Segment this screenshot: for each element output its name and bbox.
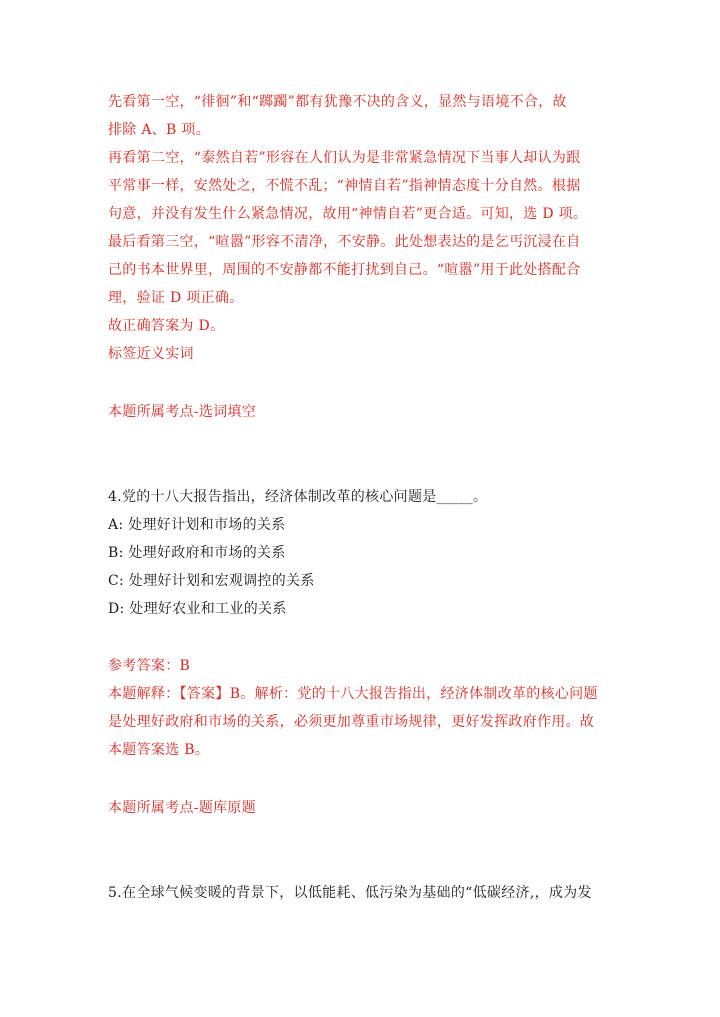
- analysis-tag-line: 标签近义实词: [108, 346, 194, 362]
- analysis-line: 理，验证 D 项正确。: [108, 290, 244, 306]
- analysis-line: 己的书本世界里，周围的不安静都不能打扰到自己。“喧嚣”用于此处搭配合: [108, 262, 581, 278]
- option-a: A: 处理好计划和市场的关系: [108, 517, 286, 533]
- explanation-line: 本题解释：【答案】B。解析：党的十八大报告指出，经济体制改革的核心问题: [108, 686, 598, 702]
- reference-answer: 参考答案：B: [108, 658, 191, 674]
- analysis-line: 再看第二空，“泰然自若”形容在人们认为是非常紧急情况下当事人却认为跟: [108, 150, 581, 166]
- analysis-line: 故正确答案为 D。: [108, 318, 225, 334]
- analysis-line: 平常事一样，安然处之，不慌不乱；“神情自若”指神情态度十分自然。根据: [108, 178, 581, 194]
- explanation-line: 是处理好政府和市场的关系，必须更加尊重市场规律，更好发挥政府作用。故: [108, 714, 595, 730]
- analysis-line: 先看第一空，“徘徊”和“踯躅”都有犹豫不决的含义，显然与语境不合，故: [108, 94, 567, 110]
- explanation-line: 本题答案选 B。: [108, 742, 210, 758]
- question-stem: 5.在全球气候变暖的背景下，以低能耗、低污染为基础的“低碳经济,，成为发: [108, 885, 592, 901]
- analysis-line: 最后看第三空，“喧嚣”形容不清净，不安静。此处想表达的是乞丐沉浸在自: [108, 234, 581, 250]
- question-stem: 4.党的十八大报告指出，经济体制改革的核心问题是_____。: [108, 489, 488, 505]
- option-b: B: 处理好政府和市场的关系: [108, 545, 286, 561]
- option-d: D: 处理好农业和工业的关系: [108, 601, 287, 617]
- analysis-line: 排除 A、B 项。: [108, 122, 210, 138]
- option-c: C: 处理好计划和宏观调控的关系: [108, 573, 315, 589]
- analysis-line: 句意，并没有发生什么紧急情况，故用“神情自若”更合适。可知，选 D 项。: [108, 206, 588, 222]
- topic-label: 本题所属考点-选词填空: [108, 404, 257, 420]
- topic-label: 本题所属考点-题库原题: [108, 800, 257, 816]
